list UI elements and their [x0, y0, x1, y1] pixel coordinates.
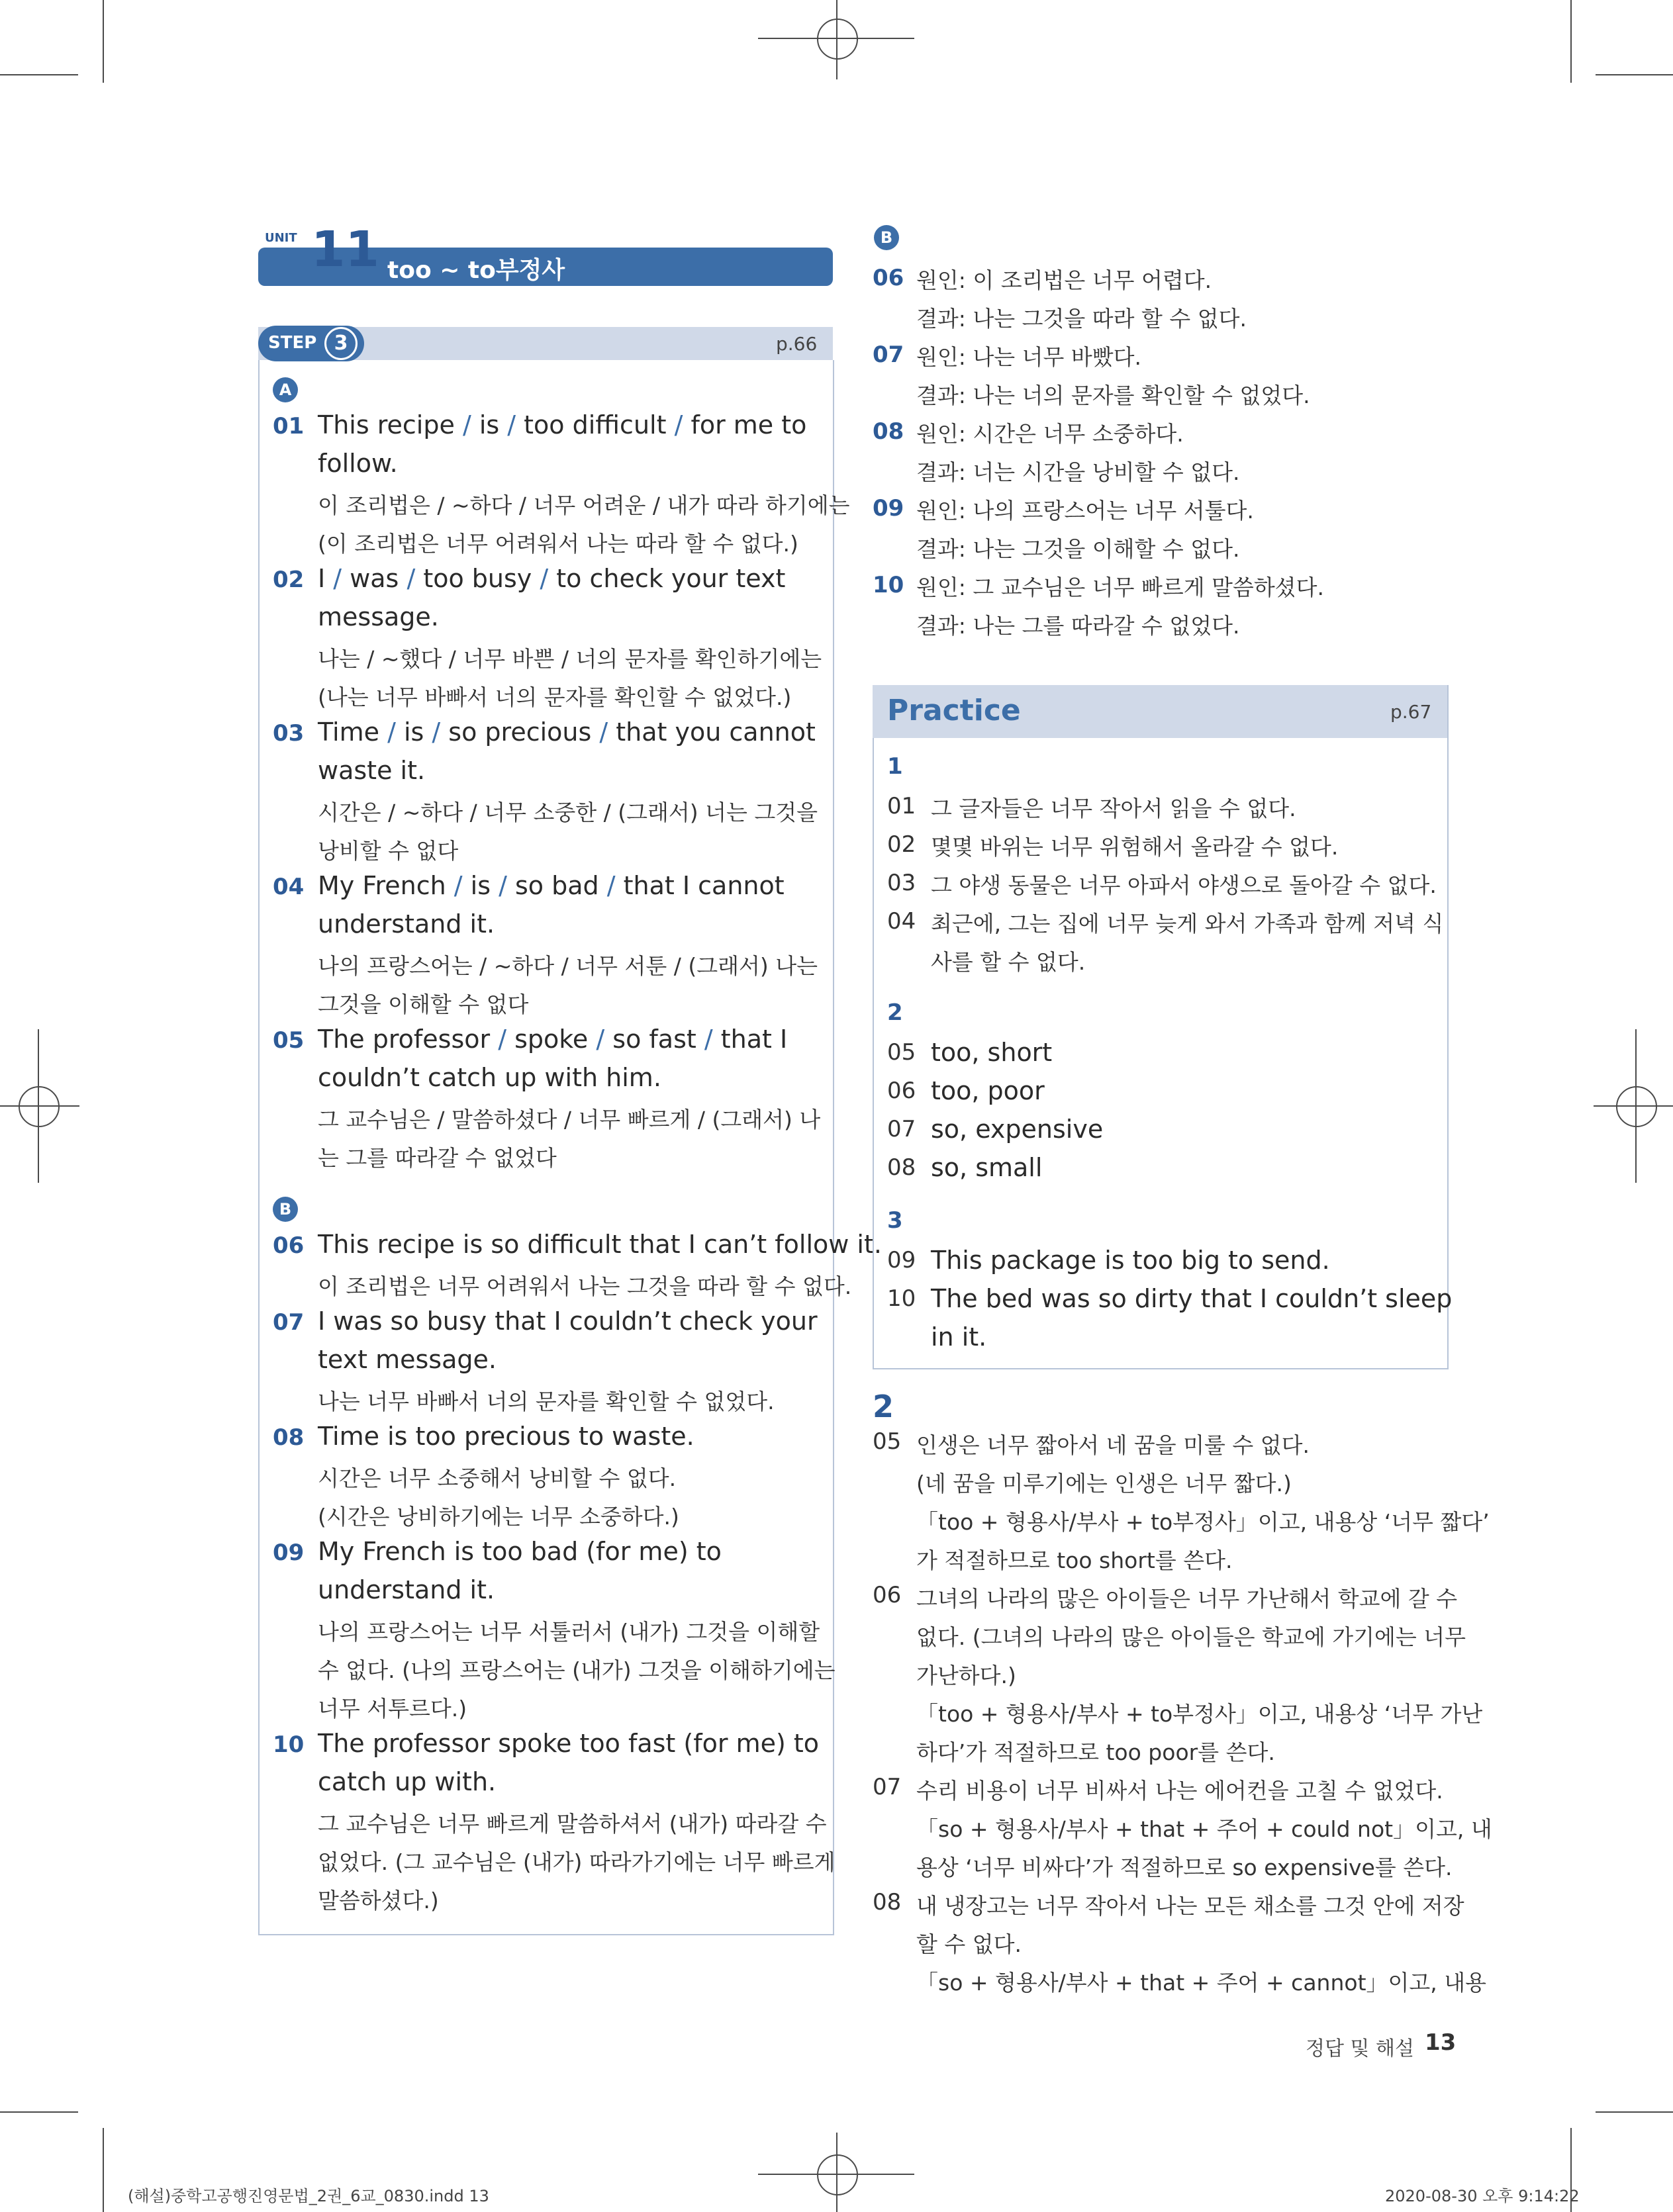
slash-separator: /: [399, 564, 424, 593]
slash-separator: /: [591, 717, 616, 747]
slash-separator: /: [588, 1025, 613, 1054]
explain-line: 그녀의 나라의 많은 아이들은 너무 가난해서 학교에 갈 수: [916, 1586, 1458, 1612]
slash-separator: /: [499, 410, 524, 439]
korean-line: 나는 / ~했다 / 너무 바쁜 / 너의 문자를 확인하기에는: [318, 646, 822, 672]
registration-mark: [836, 0, 837, 79]
practice-group-label: 3: [887, 1207, 903, 1234]
item-number: 06: [873, 265, 904, 291]
footer-timestamp: 2020-08-30 오후 9:14:22: [1385, 2187, 1580, 2205]
korean-line: 그것을 이해할 수 없다: [318, 991, 529, 1017]
item-number: 09: [873, 495, 904, 522]
practice-item-number: 05: [887, 1039, 916, 1066]
registration-mark: [1594, 1105, 1673, 1107]
practice-item-number: 06: [887, 1078, 916, 1104]
item-number: 03: [273, 720, 305, 747]
crop-mark: [103, 2128, 104, 2212]
explain-line: 가 적절하므로 too short를 쓴다.: [916, 1547, 1233, 1573]
crop-mark: [0, 2111, 78, 2113]
cause-line: 원인: 나의 프랑스어는 너무 서툴다.: [916, 498, 1254, 524]
result-line: 결과: 나는 그것을 따라 할 수 없다.: [916, 306, 1247, 332]
english-line: I was so busy that I couldn’t check your: [318, 1307, 818, 1336]
english-line: understand it.: [318, 909, 495, 939]
crop-mark: [1596, 2111, 1673, 2113]
explain-line: 「too + 형용사/부사 + to부정사」이고, 내용상 ‘너무 짧다’: [916, 1509, 1490, 1535]
registration-mark: [0, 1105, 79, 1107]
crop-mark: [1570, 0, 1572, 83]
item-number: 06: [273, 1232, 305, 1259]
explain-line: 인생은 너무 짧아서 네 꿈을 미룰 수 없다.: [916, 1432, 1310, 1458]
explain-line: 「so + 형용사/부사 + that + 주어 + could not」이고, 내: [916, 1816, 1492, 1842]
cause-line: 원인: 시간은 너무 소중하다.: [916, 421, 1184, 447]
item-number: 07: [873, 342, 904, 368]
korean-line: (나는 너무 바빠서 너의 문자를 확인할 수 없었다.): [318, 684, 792, 710]
korean-line: 나는 너무 바빠서 너의 문자를 확인할 수 없었다.: [318, 1389, 775, 1414]
slash-separator: /: [325, 564, 350, 593]
english-line: My French / is / so bad / that I cannot: [318, 871, 785, 900]
practice-answer-line: so, small: [931, 1153, 1043, 1182]
item-number: 05: [273, 1027, 305, 1054]
item-number: 04: [273, 874, 305, 900]
english-line: This recipe is so difficult that I can’t follow it.: [318, 1230, 882, 1259]
explain-line: 수리 비용이 너무 비싸서 나는 에어컨을 고칠 수 없었다.: [916, 1778, 1443, 1804]
unit-title: too ~ to부정사: [387, 257, 565, 284]
registration-mark: [19, 1086, 60, 1127]
english-line: text message.: [318, 1345, 497, 1374]
explain-line: 「so + 형용사/부사 + that + 주어 + cannot」이고, 내용: [916, 1970, 1486, 1996]
explain-item-number: 05: [873, 1428, 902, 1455]
unit-number: 11: [311, 221, 379, 278]
english-line: understand it.: [318, 1575, 495, 1604]
practice-answer-line: The bed was so dirty that I couldn’t sleep: [931, 1284, 1453, 1313]
crop-mark: [0, 74, 78, 75]
practice-group-label: 2: [887, 999, 903, 1026]
english-line: catch up with.: [318, 1767, 497, 1796]
english-line: follow.: [318, 449, 398, 478]
cause-line: 원인: 나는 너무 바빴다.: [916, 344, 1141, 370]
practice-group-label: 1: [887, 753, 903, 780]
korean-line: 그 교수님은 너무 빠르게 말씀하셔서 (내가) 따라갈 수: [318, 1811, 827, 1837]
practice-answer-line: too, poor: [931, 1076, 1045, 1105]
registration-mark: [1635, 1029, 1637, 1183]
item-number: 08: [273, 1424, 305, 1451]
item-number: 01: [273, 413, 305, 439]
slash-separator: /: [598, 871, 624, 900]
english-line: The professor / spoke / so fast / that I: [318, 1025, 788, 1054]
item-number: 08: [873, 418, 904, 445]
step-number: 3: [324, 327, 358, 360]
practice-answer-line: 그 글자들은 너무 작아서 읽을 수 없다.: [931, 796, 1296, 821]
english-line: This recipe / is / too difficult / for me to: [318, 410, 807, 439]
registration-mark: [817, 19, 858, 60]
slash-separator: /: [490, 1025, 515, 1054]
explain-item-number: 06: [873, 1582, 902, 1608]
english-line: Time / is / so precious / that you cannot: [318, 717, 816, 747]
section-badge-b: B: [273, 1197, 298, 1222]
practice-item-number: 08: [887, 1154, 916, 1181]
registration-mark: [817, 2154, 858, 2195]
result-line: 결과: 나는 너의 문자를 확인할 수 없었다.: [916, 383, 1310, 408]
english-line: message.: [318, 602, 439, 631]
practice-answer-line: This package is too big to send.: [931, 1246, 1330, 1275]
practice-answer-line: 그 야생 동물은 너무 아파서 야생으로 돌아갈 수 없다.: [931, 872, 1437, 898]
practice-item-number: 03: [887, 870, 916, 896]
korean-line: 수 없다. (나의 프랑스어는 (내가) 그것을 이해하기에는: [318, 1657, 836, 1683]
korean-line: 나의 프랑스어는 / ~하다 / 너무 서툰 / (그래서) 나는: [318, 953, 818, 979]
explain-line: 없다. (그녀의 나라의 많은 아이들은 학교에 가기에는 너무: [916, 1624, 1466, 1650]
korean-line: (이 조리법은 너무 어려워서 나는 따라 할 수 없다.): [318, 531, 798, 557]
explain-line: 하다’가 적절하므로 too poor를 쓴다.: [916, 1739, 1275, 1765]
english-line: couldn’t catch up with him.: [318, 1063, 661, 1092]
english-line: Time is too precious to waste.: [318, 1422, 694, 1451]
english-line: The professor spoke too fast (for me) to: [318, 1729, 820, 1758]
slash-separator: /: [424, 717, 449, 747]
english-line: I / was / too busy / to check your text: [318, 564, 786, 593]
practice-item-number: 09: [887, 1247, 916, 1273]
registration-mark: [836, 2133, 837, 2212]
explain-line: 가난하다.): [916, 1663, 1016, 1688]
result-line: 결과: 나는 그를 따라갈 수 없었다.: [916, 613, 1240, 639]
footer-section-label: 정답 및 해설: [1306, 2037, 1414, 2060]
step-page-ref: p.66: [776, 333, 818, 355]
cause-line: 원인: 그 교수님은 너무 빠르게 말씀하셨다.: [916, 575, 1324, 600]
slash-separator: /: [454, 410, 479, 439]
crop-mark: [1596, 74, 1673, 75]
practice-page-ref: p.67: [1390, 701, 1432, 723]
korean-line: 시간은 / ~하다 / 너무 소중한 / (그래서) 너는 그것을: [318, 800, 818, 825]
korean-line: 그 교수님은 / 말씀하셨다 / 너무 빠르게 / (그래서) 나: [318, 1107, 821, 1132]
explain-line: (네 꿈을 미루기에는 인생은 너무 짧다.): [916, 1471, 1292, 1497]
korean-line: 너무 서투르다.): [318, 1696, 467, 1722]
item-number: 10: [273, 1731, 305, 1758]
section-badge-a: A: [273, 377, 298, 402]
unit-label: UNIT: [265, 231, 297, 245]
item-number: 07: [273, 1309, 305, 1336]
step-label: STEP: [268, 333, 317, 353]
item-number: 09: [273, 1540, 305, 1566]
slash-separator: /: [379, 717, 404, 747]
explain-line: 할 수 없다.: [916, 1931, 1022, 1957]
practice-answer-line: 최근에, 그는 집에 너무 늦게 와서 가족과 함께 저녁 식: [931, 911, 1444, 937]
explain-item-number: 07: [873, 1774, 902, 1800]
crop-mark: [103, 0, 104, 83]
practice-item-number: 07: [887, 1116, 916, 1142]
practice-answer-line: in it.: [931, 1322, 987, 1352]
explain-line: 용상 ‘너무 비싸다’가 적절하므로 so expensive를 쓴다.: [916, 1855, 1453, 1880]
explain-line: 내 냉장고는 너무 작아서 나는 모든 채소를 그것 안에 저장: [916, 1893, 1464, 1919]
explain-item-number: 08: [873, 1889, 902, 1915]
slash-separator: /: [532, 564, 557, 593]
korean-line: (시간은 낭비하기에는 너무 소중하다.): [318, 1504, 679, 1530]
english-line: waste it.: [318, 756, 426, 785]
result-line: 결과: 나는 그것을 이해할 수 없다.: [916, 536, 1240, 562]
korean-line: 이 조리법은 / ~하다 / 너무 어려운 / 내가 따라 하기에는: [318, 492, 850, 518]
korean-line: 는 그를 따라갈 수 없었다: [318, 1145, 557, 1171]
practice-item-number: 01: [887, 793, 916, 819]
practice-item-number: 10: [887, 1285, 916, 1312]
english-line: My French is too bad (for me) to: [318, 1537, 722, 1566]
item-number: 02: [273, 567, 305, 593]
korean-line: 이 조리법은 너무 어려워서 나는 그것을 따라 할 수 없다.: [318, 1273, 852, 1299]
practice-item-number: 04: [887, 908, 916, 935]
footer-page-number: 13: [1425, 2029, 1457, 2056]
result-line: 결과: 너는 시간을 낭비할 수 없다.: [916, 459, 1240, 485]
slash-separator: /: [446, 871, 471, 900]
korean-line: 나의 프랑스어는 너무 서툴러서 (내가) 그것을 이해할: [318, 1619, 820, 1645]
slash-separator: /: [666, 410, 691, 439]
slash-separator: /: [491, 871, 515, 900]
registration-mark: [38, 1029, 39, 1183]
slash-separator: /: [696, 1025, 721, 1054]
explain-line: 「too + 형용사/부사 + to부정사」이고, 내용상 ‘너무 가난: [916, 1701, 1483, 1727]
registration-mark: [1616, 1086, 1657, 1127]
practice-item-number: 02: [887, 831, 916, 858]
korean-line: 말씀하셨다.): [318, 1888, 439, 1913]
practice-answer-line: 사를 할 수 없다.: [931, 949, 1086, 975]
explain-label: 2: [873, 1389, 894, 1424]
item-number: 10: [873, 572, 904, 598]
korean-line: 낭비할 수 없다: [318, 838, 459, 864]
right-section-badge-b: B: [874, 225, 899, 250]
korean-line: 시간은 너무 소중해서 낭비할 수 없다.: [318, 1465, 677, 1491]
footer-file-name: (해설)중학고공행진영문법_2권_6교_0830.indd 13: [128, 2187, 489, 2205]
practice-answer-line: too, short: [931, 1038, 1053, 1067]
practice-title: Practice: [887, 694, 1021, 727]
practice-answer-line: 몇몇 바위는 너무 위험해서 올라갈 수 없다.: [931, 834, 1339, 860]
practice-answer-line: so, expensive: [931, 1115, 1104, 1144]
korean-line: 없었다. (그 교수님은 (내가) 따라가기에는 너무 빠르게: [318, 1849, 836, 1875]
cause-line: 원인: 이 조리법은 너무 어렵다.: [916, 267, 1212, 293]
